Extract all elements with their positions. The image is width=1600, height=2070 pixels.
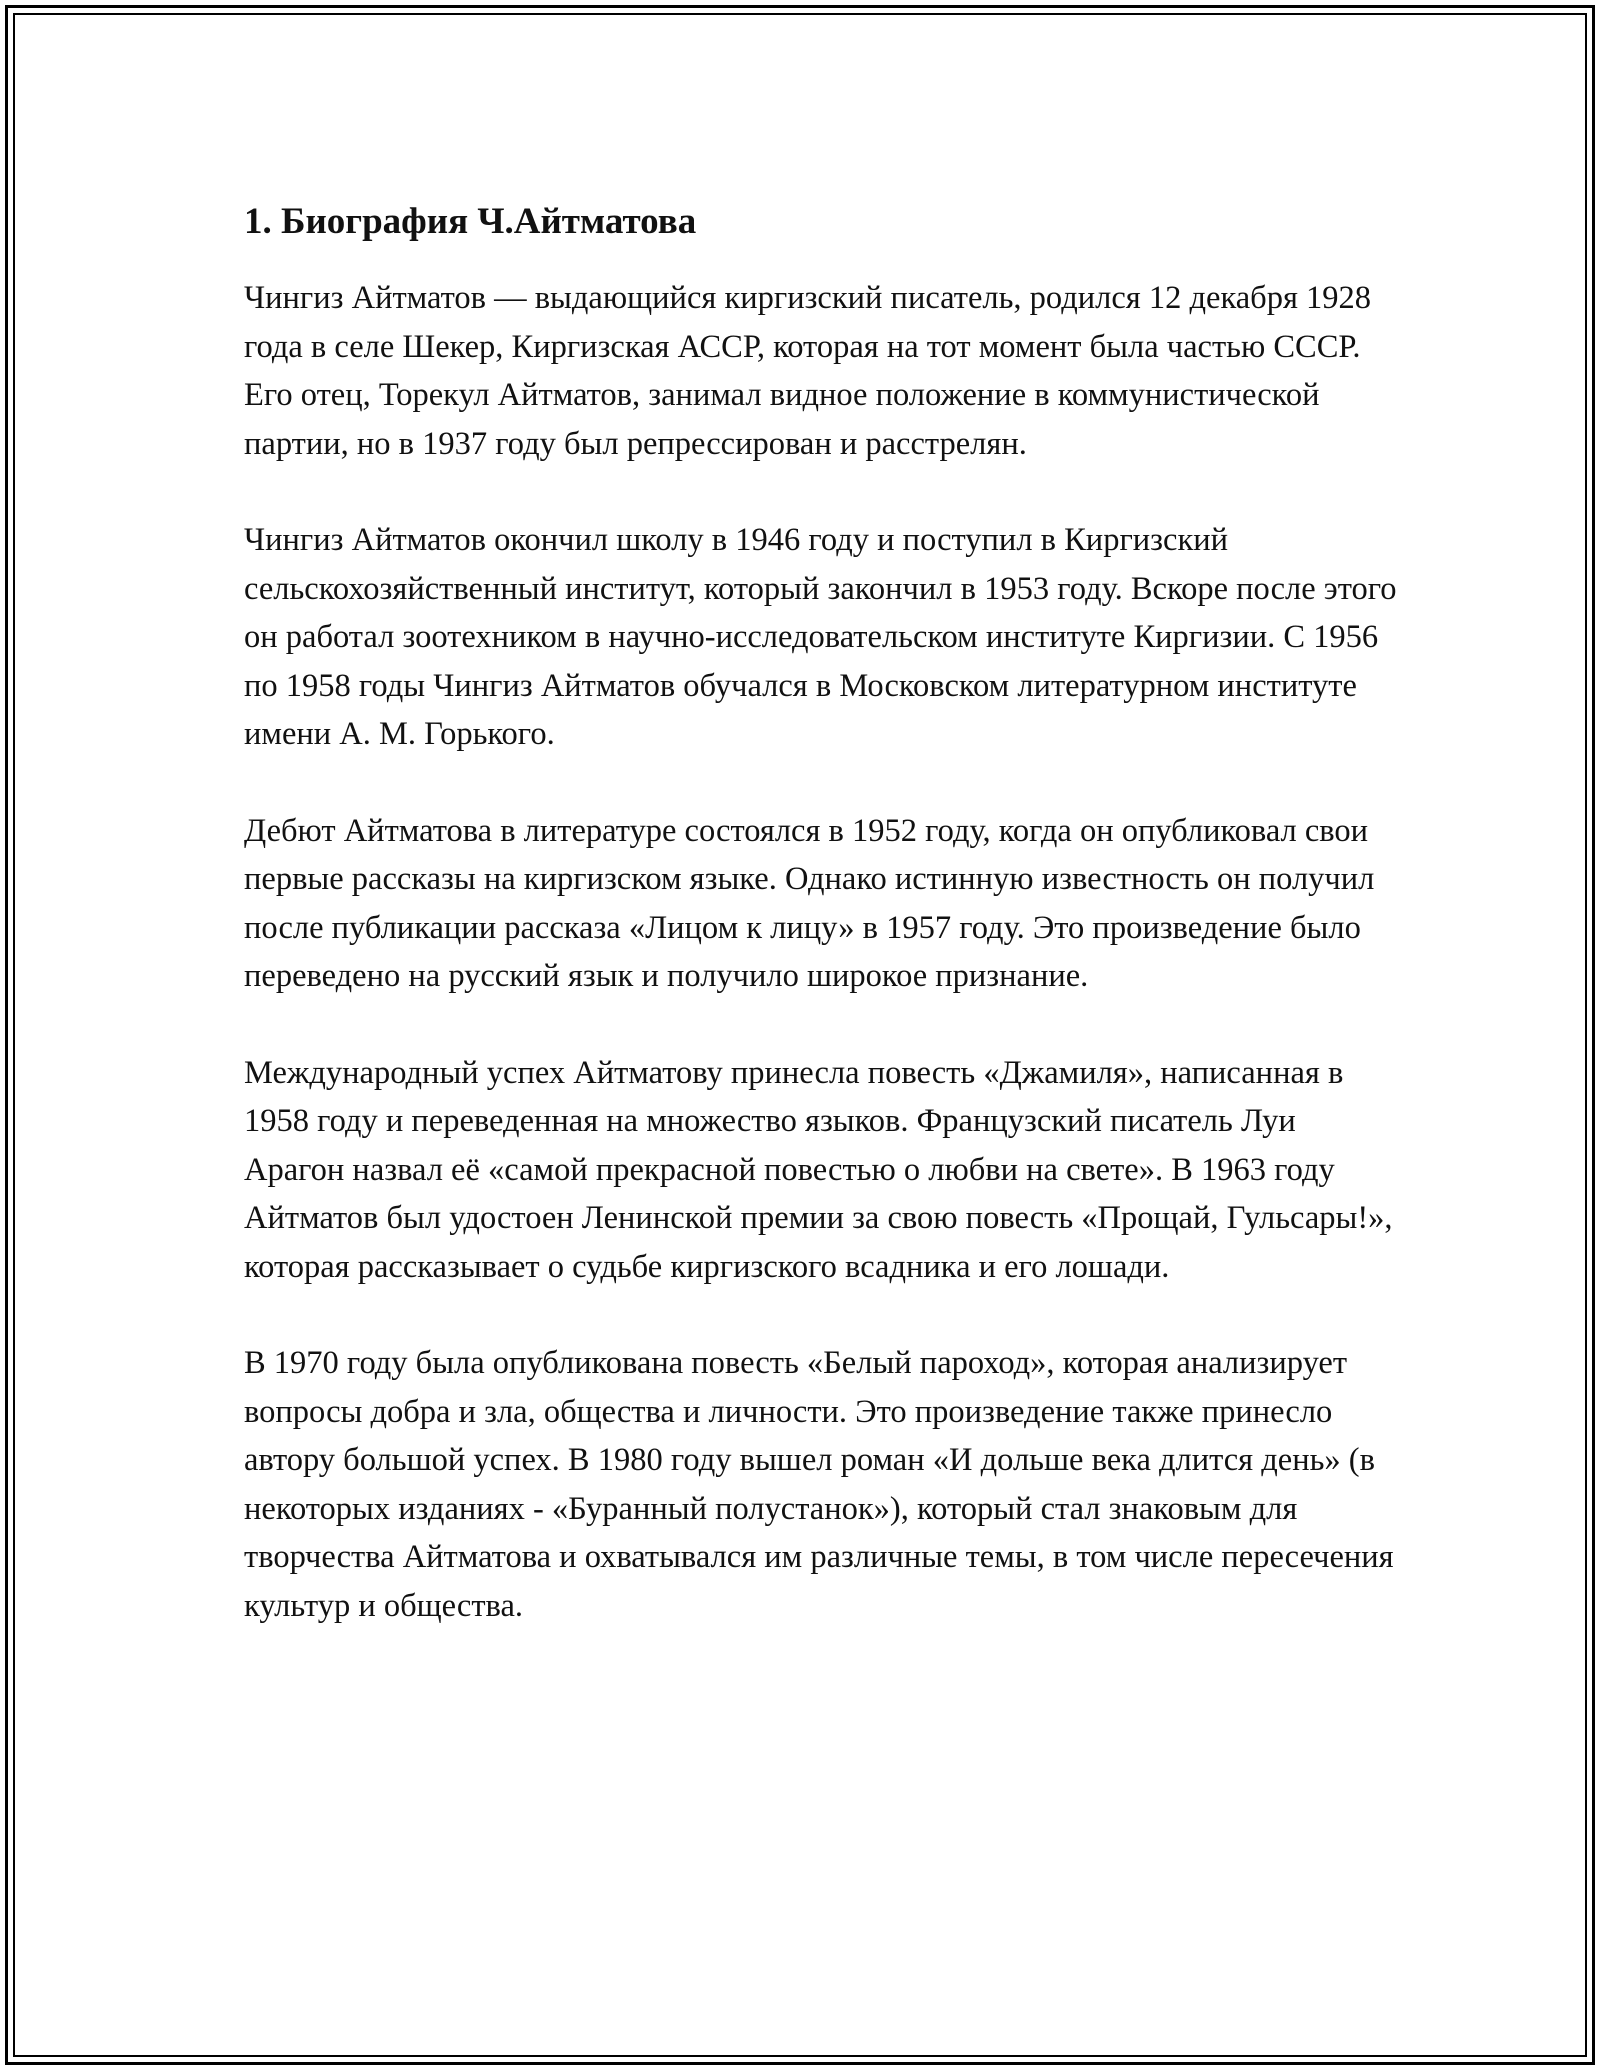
document-heading: 1. Биография Ч.Айтматова — [244, 201, 697, 242]
paragraph-jamila: Международный успех Айтматову принесла повесть «Джамиля», написанная в 1958 году и переведенная на множество языков. Французский писатель Луи Арагон назвал её «самой прекрасной повестью о любви на свете». В 1963 году Айтматов был удостоен Ленинской премии за свою повесть «Прощай, Гульсары!», которая рассказывает о судьбе киргизского всадника и его лошади. — [244, 1054, 1393, 1285]
paragraph-birth: Чингиз Айтматов — выдающийся киргизский писатель, родился 12 декабря 1928 года в селе Шекер, Киргизская АССР, которая на тот момент была частью СССР. Его отец, Торекул Айтматов, занимал видное положение в коммунистической партии, но в 1937 году был репрессирован и расстрелян. — [244, 280, 1372, 462]
paragraph-white-steamship: В 1970 году была опубликована повесть «Белый пароход», которая анализирует вопросы добра и зла, общества и личности. Это произведение также принесло автору большой успех. В 1980 году вышел роман «И дольше века длится день» (в некоторых изданиях - «Буранный полустанок»), который стал знаковым для творчества Айтматова и охватывался им различные темы, в том числе пересечения культур и общества. — [244, 1345, 1394, 1624]
paragraph-debut: Дебют Айтматова в литературе состоялся в 1952 году, когда он опубликовал свои первые рассказы на киргизском языке. Однако истинную известность он получил после публикации рассказа «Лицом к лицу» в 1957 году. Это произведение было переведено на русский язык и получило широкое признание. — [244, 812, 1375, 994]
page-border — [5, 5, 1595, 2065]
paragraph-education: Чингиз Айтматов окончил школу в 1946 году и поступил в Киргизский сельскохозяйственный институт, который закончил в 1953 году. Вскоре после этого он работал зоотехником в научно-исследовательском институте Киргизии. С 1956 по 1958 годы Чингиз Айтматов обучался в Московском литературном институте имени А. М. Горького. — [244, 522, 1397, 752]
document-body — [244, 196, 1404, 1678]
